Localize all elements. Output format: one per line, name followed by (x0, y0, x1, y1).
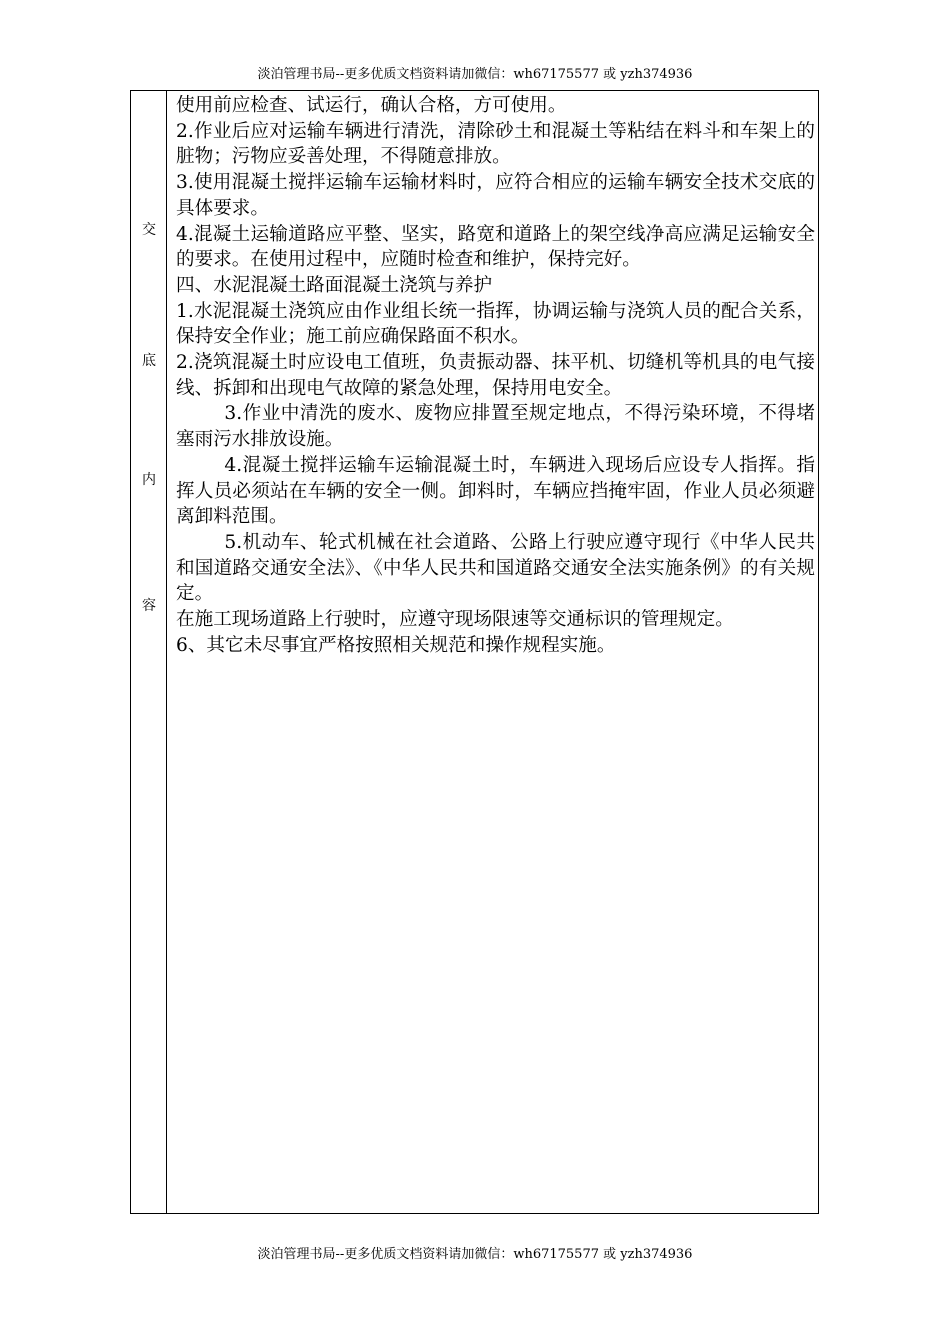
content-paragraph: 4.混凝土搅拌运输车运输混凝土时，车辆进入现场后应设专人指挥。指挥人员必须站在车辆的安全一侧。卸料时，车辆应挡掩牢固，作业人员必须避离卸料范围。 (176, 454, 815, 528)
content-paragraph: 使用前应检查、试运行，确认合格，方可使用。 (176, 95, 567, 116)
content-paragraph: 5.机动车、轮式机械在社会道路、公路上行驶应遵守现行《中华人民共和国道路交通安全法》、《中华人民共和国道路交通安全法实施条例》的有关规定。 (176, 531, 815, 605)
content-paragraph: 6、其它未尽事宜严格按照相关规范和操作规程实施。 (176, 634, 616, 656)
label-char-di: 底 (142, 353, 156, 369)
label-char-rong: 容 (142, 598, 156, 614)
content-paragraph: 4.混凝土运输道路应平整、坚实，路宽和道路上的架空线净高应满足运输安全的要求。在使用过程中，应随时检查和维护，保持完好。 (176, 223, 815, 271)
content-paragraph: 2.浇筑混凝土时应设电工值班，负责振动器、抹平机、切缝机等机具的电气接线、拆卸和出现电气故障的紧急处理，保持用电安全。 (176, 352, 815, 399)
content-body (176, 93, 815, 658)
footer-note: 淡泊管理书局--更多优质文档资料请加微信：wh67175577 或 yzh374936 (257, 1247, 693, 1262)
label-char-jiao: 交 (142, 222, 156, 238)
disclosure-table (130, 90, 819, 1214)
content-paragraph: 3.使用混凝土搅拌运输车运输材料时，应符合相应的运输车辆安全技术交底的具体要求。 (176, 172, 815, 219)
label-char-nei: 内 (142, 472, 156, 488)
content-paragraph: 在施工现场道路上行驶时，应遵守现场限速等交通标识的管理规定。 (176, 609, 734, 631)
label-column (131, 91, 167, 1213)
section-heading: 四、水泥混凝土路面混凝土浇筑与养护 (176, 274, 493, 296)
content-paragraph: 3.作业中清洗的废水、废物应排置至规定地点，不得污染环境，不得堵塞雨污水排放设施。 (176, 403, 815, 451)
content-paragraph: 2.作业后应对运输车辆进行清洗，清除砂土和混凝土等粘结在料斗和车架上的脏物；污物应妥善处理，不得随意排放。 (176, 120, 815, 168)
content-paragraph: 1.水泥混凝土浇筑应由作业组长统一指挥，协调运输与浇筑人员的配合关系，保持安全作业；施工前应确保路面不积水。 (176, 300, 815, 348)
header-note: 淡泊管理书局--更多优质文档资料请加微信：wh67175577 或 yzh374936 (257, 67, 693, 82)
